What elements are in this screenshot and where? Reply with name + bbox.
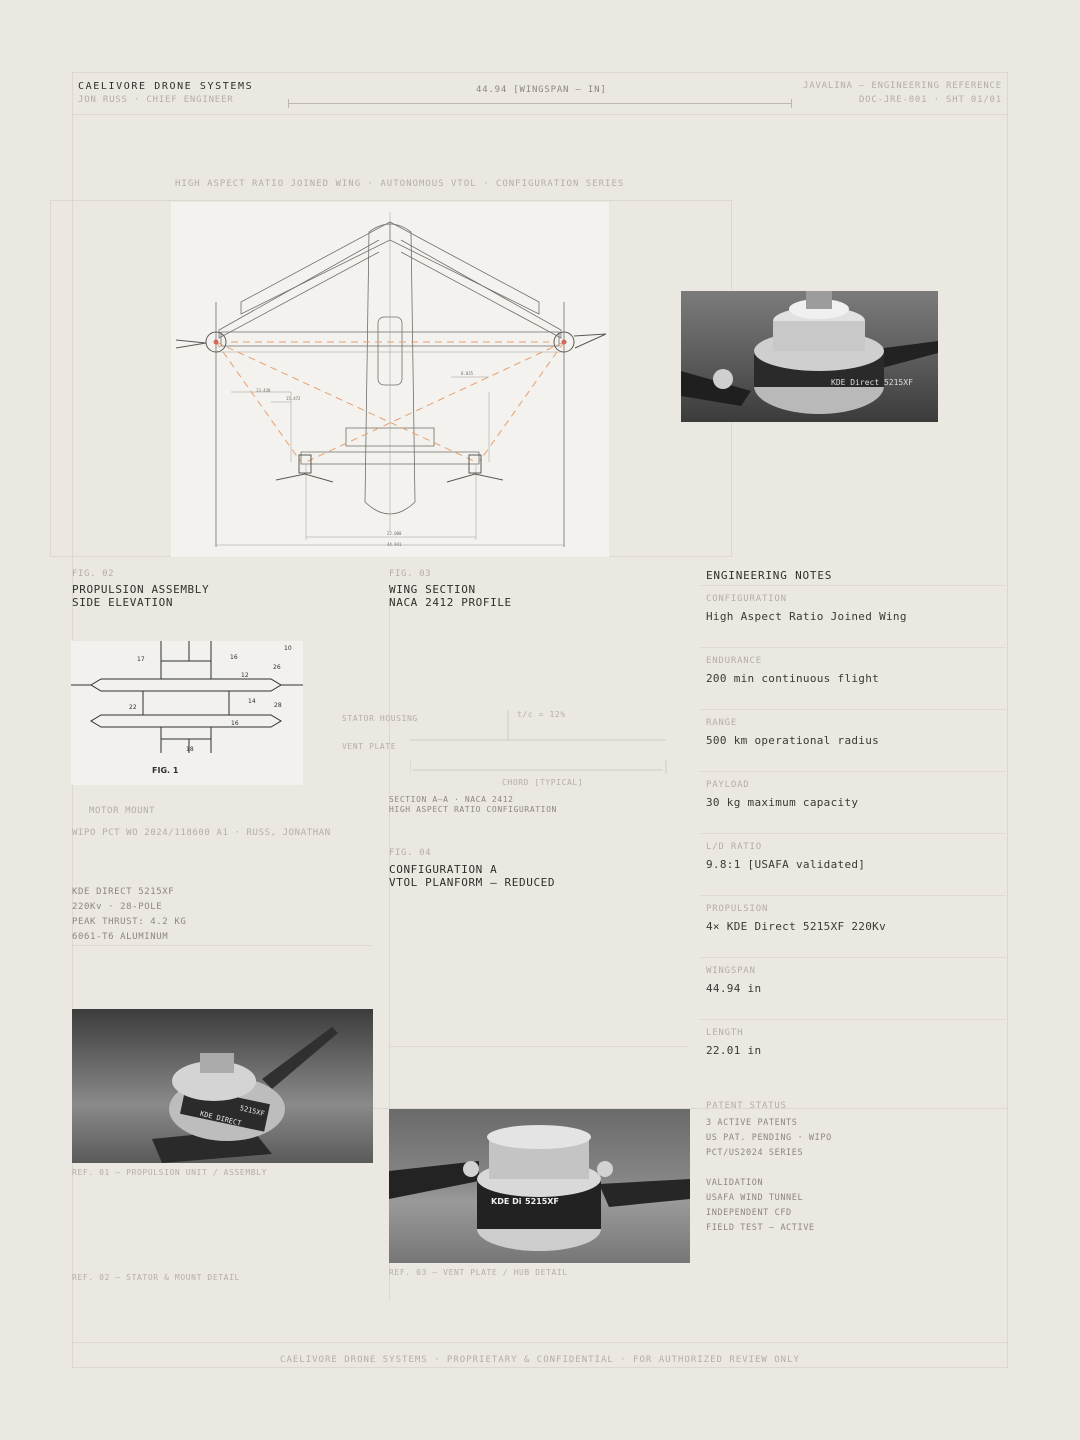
wing-section-svg — [410, 700, 670, 780]
configuration-subtitle: HIGH ASPECT RATIO JOINED WING · AUTONOMOUS VTOL · CONFIGURATION SERIES — [175, 179, 625, 189]
dim-label-3: 8.835 — [461, 371, 474, 376]
footer-text: CAELIVORE DRONE SYSTEMS · PROPRIETARY & CONFIDENTIAL · FOR AUTHORIZED REVIEW ONLY — [280, 1355, 800, 1365]
note-value: 22.01 in — [706, 1044, 762, 1057]
planform-svg — [171, 202, 609, 557]
note-value: 9.8:1 [USAFA validated] — [706, 858, 866, 871]
note-endurance — [706, 656, 1006, 685]
notes-separator — [700, 895, 1006, 896]
motor-top-ring-text: KDE Direct 5215XF — [831, 378, 913, 387]
note-value: 44.94 in — [706, 982, 762, 995]
dimension-line — [288, 99, 792, 108]
notes-separator — [700, 833, 1006, 834]
chord-label: CHORD [TYPICAL] — [502, 778, 584, 787]
motor-photo-top — [681, 291, 938, 422]
note-label: ENDURANCE — [706, 656, 762, 666]
vtol-planform-drawing — [171, 202, 609, 557]
validation-line-1: VALIDATION — [706, 1178, 764, 1188]
propulsion-photo-svg — [72, 1009, 373, 1163]
note-label: LENGTH — [706, 1028, 744, 1038]
motor-mount-label: MOTOR MOUNT — [89, 806, 156, 816]
note-value: 200 min continuous flight — [706, 672, 880, 685]
hub-photo-brand: KDE Di — [491, 1197, 522, 1206]
spec-line-2: 220Kv · 28-POLE — [72, 902, 163, 912]
dim-label-2: 15.472 — [286, 396, 301, 401]
document-title: JAVALINA — ENGINEERING REFERENCE — [803, 81, 1002, 91]
validation-line-3: INDEPENDENT CFD — [706, 1208, 792, 1218]
note-label: PROPULSION — [706, 904, 769, 914]
note-value: 500 km operational radius — [706, 734, 880, 747]
note-value: High Aspect Ratio Joined Wing — [706, 610, 907, 623]
stator-housing-label: STATOR HOUSING — [342, 714, 418, 723]
notes-separator — [700, 771, 1006, 772]
patent-line-3: PCT/US2024 SERIES — [706, 1148, 804, 1158]
fig03-title-line2: NACA 2412 PROFILE — [389, 596, 512, 609]
fig04-title-line2: VTOL PLANFORM — REDUCED — [389, 876, 556, 889]
note-label: PAYLOAD — [706, 780, 750, 790]
wipo-reference: WIPO PCT WO 2024/118600 A1 · RUSS, JONATHAN — [72, 828, 331, 838]
spec-line-3: PEAK THRUST: 4.2 KG — [72, 917, 187, 927]
vent-plate-label: VENT PLATE — [342, 742, 397, 751]
ref01-caption: REF. 01 — PROPULSION UNIT / ASSEMBLY — [72, 1168, 267, 1177]
callout-16a: 16 — [230, 654, 238, 661]
ref02-caption: REF. 02 — STATOR & MOUNT DETAIL — [72, 1273, 240, 1282]
notes-separator — [700, 957, 1006, 958]
frame-right — [1007, 72, 1008, 1368]
thickness-ratio-label: t/c = 12% — [517, 710, 566, 719]
callout-28: 28 — [274, 702, 282, 709]
frame-footer-top — [72, 1342, 1008, 1343]
note-label: WINGSPAN — [706, 966, 756, 976]
frame-top — [72, 72, 1008, 73]
note-value: 30 kg maximum capacity — [706, 796, 859, 809]
propulsion-unit-photo — [72, 1009, 373, 1163]
patent-fig-caption: FIG. 1 — [152, 766, 179, 775]
hub-photo-model: 5215XF — [525, 1197, 559, 1206]
note-configuration — [706, 594, 1006, 623]
notes-separator — [700, 647, 1006, 648]
frame-header-bottom — [72, 114, 1008, 115]
patent-drawing — [71, 641, 303, 785]
propulsion-photo-brand: KDE DIRECT — [199, 1109, 243, 1128]
grid-line-b — [389, 1046, 689, 1047]
section-label-line1: SECTION A—A · NACA 2412 — [389, 795, 514, 804]
patent-line-1: 3 ACTIVE PATENTS — [706, 1118, 798, 1128]
callout-17: 17 — [137, 656, 145, 663]
note-label: CONFIGURATION — [706, 594, 787, 604]
ref03-caption: REF. 03 — VENT PLATE / HUB DETAIL — [389, 1268, 568, 1277]
callout-10: 10 — [284, 645, 292, 652]
wingspan-dimension: 44.94 [WINGSPAN — IN] — [476, 85, 607, 95]
fig04-number: FIG. 04 — [389, 848, 432, 858]
hub-photo-svg — [389, 1109, 690, 1263]
note-payload — [706, 780, 1006, 809]
engineer-name: JON RUSS · CHIEF ENGINEER — [78, 95, 234, 105]
callout-16b: 16 — [231, 720, 239, 727]
fig03-number: FIG. 03 — [389, 569, 432, 579]
callout-18: 18 — [186, 746, 194, 753]
fig02-title-line2: SIDE ELEVATION — [72, 596, 174, 609]
callout-14: 14 — [248, 698, 256, 705]
hub-detail-photo — [389, 1109, 690, 1263]
section-label-line2: HIGH ASPECT RATIO CONFIGURATION — [389, 805, 557, 814]
validation-line-4: FIELD TEST — ACTIVE — [706, 1223, 815, 1233]
dim-label-1: 13.438 — [256, 388, 271, 393]
note-propulsion — [706, 904, 1006, 933]
dim-label-4: 22.000 — [387, 531, 402, 536]
callout-12: 12 — [241, 672, 249, 679]
patent-line-2: US PAT. PENDING · WIPO — [706, 1133, 832, 1143]
fig02-title-line1: PROPULSION ASSEMBLY — [72, 583, 210, 596]
company-name: CAELIVORE DRONE SYSTEMS — [78, 81, 254, 92]
notes-separator — [700, 1019, 1006, 1020]
note-range — [706, 718, 1006, 747]
note-ld-ratio — [706, 842, 1006, 871]
patent-drawing-svg — [71, 641, 303, 785]
fig02-number: FIG. 02 — [72, 569, 115, 579]
note-label: RANGE — [706, 718, 738, 728]
patent-status-label: PATENT STATUS — [706, 1101, 787, 1111]
spec-line-4: 6061-T6 ALUMINUM — [72, 932, 169, 942]
frame-bottom — [72, 1367, 1008, 1368]
dim-label-5: 44.941 — [387, 542, 402, 547]
note-length — [706, 1028, 1006, 1057]
fig04-title-line1: CONFIGURATION A — [389, 863, 498, 876]
callout-26: 26 — [273, 664, 281, 671]
hero-frame-left — [50, 200, 51, 557]
note-wingspan — [706, 966, 1006, 995]
note-value: 4× KDE Direct 5215XF 220Kv — [706, 920, 886, 933]
validation-line-2: USAFA WIND TUNNEL — [706, 1193, 804, 1203]
spec-line-1: KDE DIRECT 5215XF — [72, 887, 175, 897]
grid-line-a — [72, 945, 372, 946]
note-label: L/D RATIO — [706, 842, 762, 852]
notes-separator — [700, 585, 1006, 586]
fig03-title-line1: WING SECTION — [389, 583, 476, 596]
notes-separator — [700, 709, 1006, 710]
callout-22: 22 — [129, 704, 137, 711]
engineering-notes-title: ENGINEERING NOTES — [706, 569, 833, 582]
propulsion-photo-model: 5215XF — [238, 1104, 266, 1119]
motor-photo-top-svg — [681, 291, 938, 422]
hero-frame-top — [50, 200, 732, 201]
wing-section-lines — [410, 700, 670, 780]
document-number: DOC-JRE-001 · SHT 01/01 — [858, 95, 1002, 105]
